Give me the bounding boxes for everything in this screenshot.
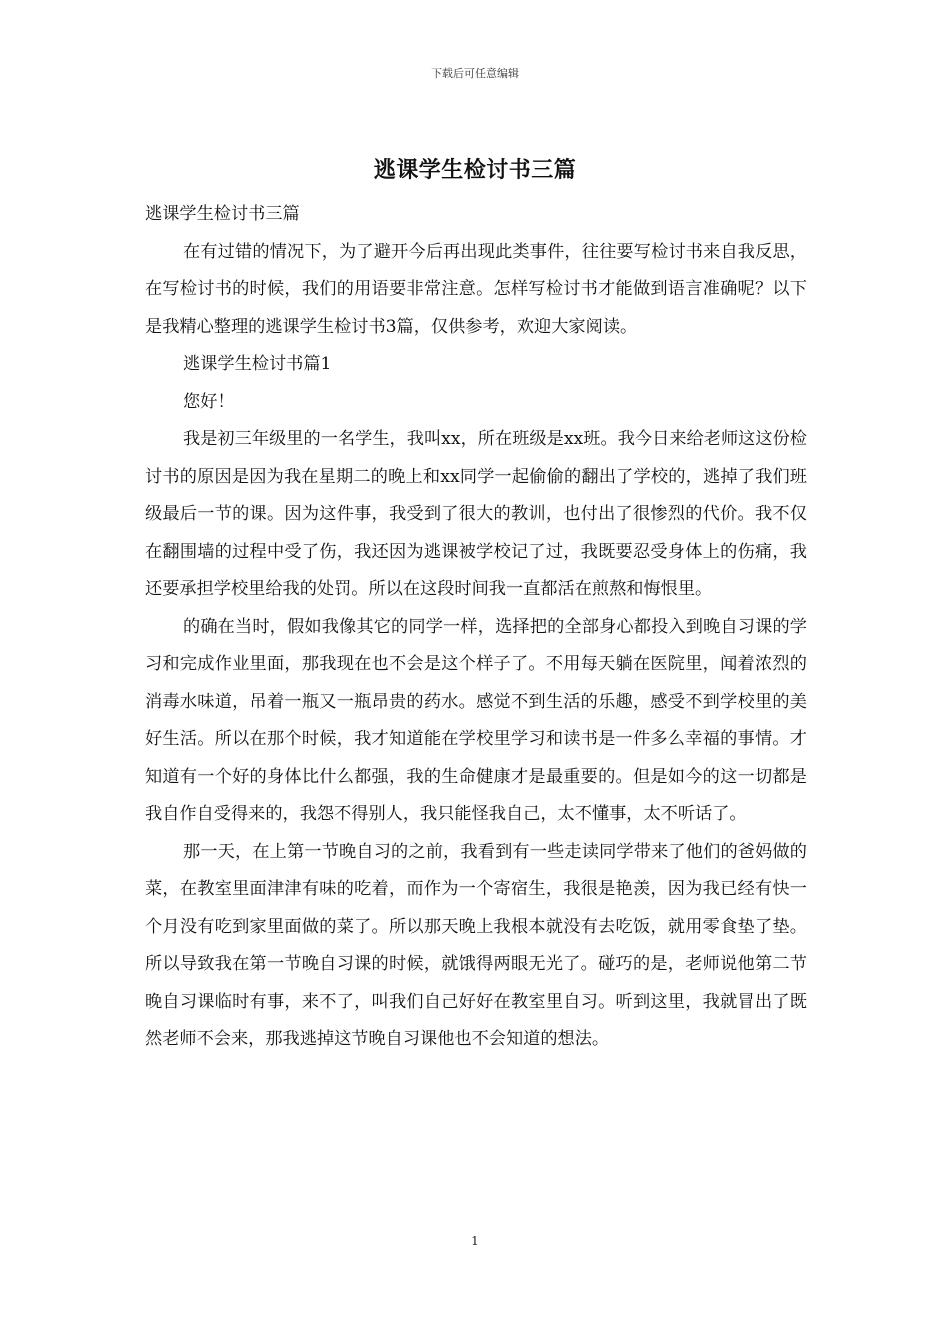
document-body: [145, 196, 807, 1059]
section-heading: 逃课学生检讨书篇1: [183, 354, 332, 374]
paragraph-body-3: 那一天，在上第一节晚自习的之前，我看到有一些走读同学带来了他们的爸妈做的菜，在教室里面津津有味的吃着，而作为一个寄宿生，我很是艳羡，因为我已经有快一个月没有吃到家里面做的菜了。所以那天晚上我根本就没有去吃饭，就用零食垫了垫。所以导致我在第一节晚自习课的时候，就饿得两眼无光了。碰巧的是，老师说他第二节晚自习课临时有事，来不了，叫我们自己好好在教室里自习。听到这里，我就冒出了既然老师不会来，那我逃掉这节晚自习课他也不会知道的想法。: [145, 841, 807, 1049]
salutation: 您好！: [183, 391, 235, 412]
paragraph-intro: 在有过错的情况下，为了避开今后再出现此类事件，往往要写检讨书来自我反思，在写检讨书的时候，我们的用语要非常注意。怎样写检讨书才能做到语言准确呢？以下是我精心整理的逃课学生检讨书3篇，仅供参考，欢迎大家阅读。: [145, 241, 807, 337]
document-subtitle: 逃课学生检讨书三篇: [145, 204, 300, 224]
paragraph-body-1: 我是初三年级里的一名学生，我叫xx，所在班级是xx班。我今日来给老师这这份检讨书的原因是因为我在星期二的晚上和xx同学一起偷偷的翻出了学校的，逃掉了我们班级最后一节的课。因为这件事，我受到了很大的教训，也付出了很惨烈的代价。我不仅在翻围墙的过程中受了伤，我还因为逃课被学校记了过，我既要忍受身体上的伤痛，我还要承担学校里给我的处罚。所以在这段时间我一直都活在煎熬和悔恨里。: [145, 429, 807, 599]
document-title: 逃课学生检讨书三篇: [373, 157, 577, 183]
header-note: 下载后可任意编辑: [431, 67, 519, 80]
paragraph-body-2: 的确在当时，假如我像其它的同学一样，选择把的全部身心都投入到晚自习课的学习和完成作业里面，那我现在也不会是这个样子了。不用每天躺在医院里，闻着浓烈的消毒水味道，吊着一瓶又一瓶昂贵的药水。感觉不到生活的乐趣，感受不到学校里的美好生活。所以在那个时候，我才知道能在学校里学习和读书是一件多么幸福的事情。才知道有一个好的身体比什么都强，我的生命健康才是最重要的。但是如今的这一切都是我自作自受得来的，我怨不得别人，我只能怪我自己，太不懂事，太不听话了。: [145, 616, 807, 824]
page-number: 1: [471, 1234, 479, 1248]
